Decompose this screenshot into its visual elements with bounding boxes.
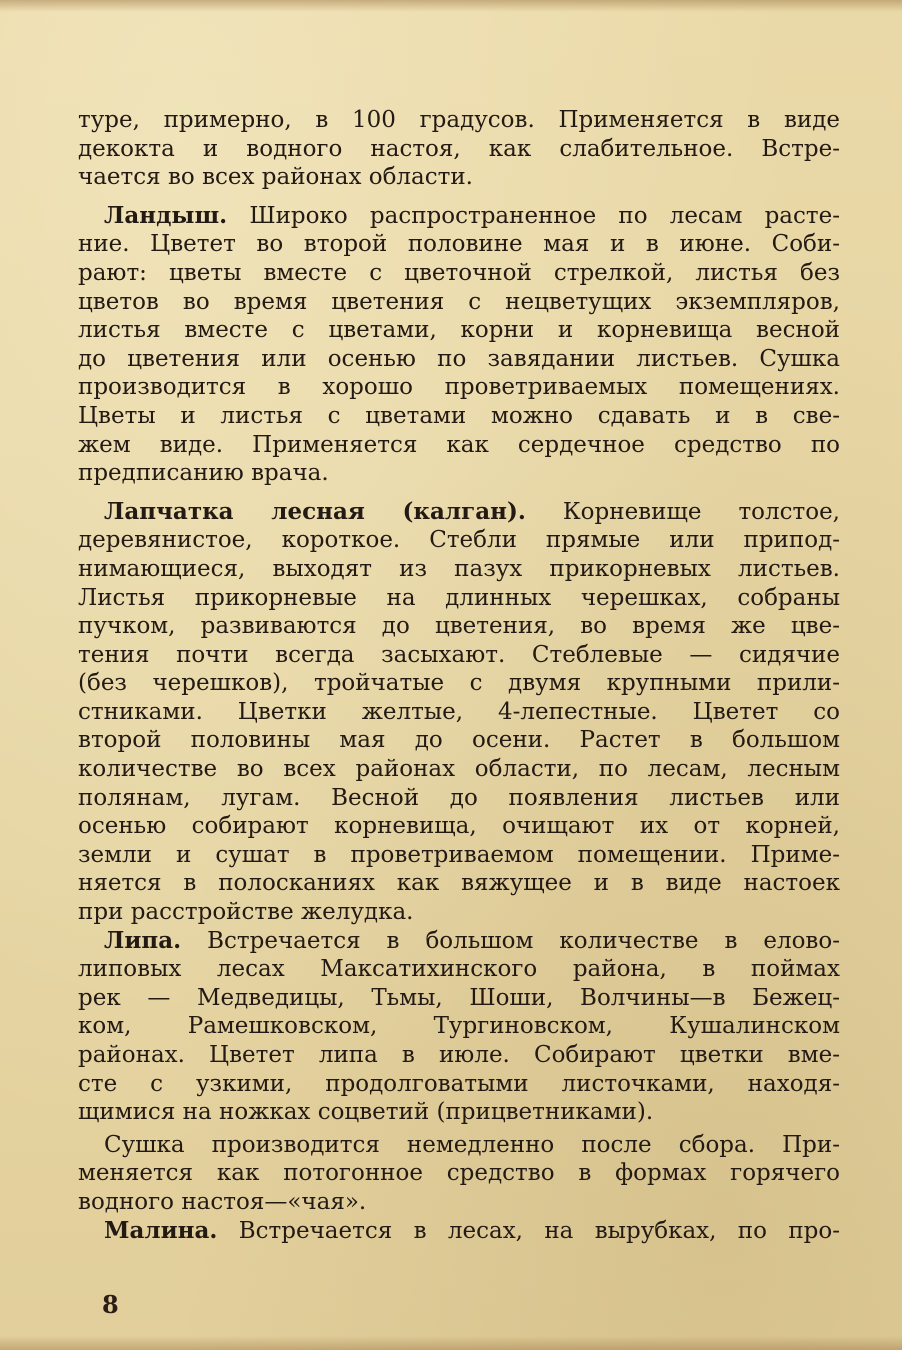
text-line: Липа. Встречается в большом количестве в елово-: [104, 926, 840, 954]
text-line: цветов во время цветения с нецветущих экземпляров,: [78, 288, 840, 315]
headword: Ландыш.: [104, 201, 228, 229]
text-line: деревянистое, короткое. Стебли прямые или припод-: [78, 527, 840, 554]
text-line: пучком, развиваются до цветения, во время же цве-: [78, 613, 840, 640]
text-line: земли и сушат в проветриваемом помещении. Приме-: [78, 841, 840, 868]
text-line: осенью собирают корневища, очищают их от корней,: [78, 813, 840, 840]
text-line: липовых лесах Максатихинского района, в поймах: [78, 956, 840, 983]
text-line: меняется как потогонное средство в формах горячего: [78, 1160, 840, 1187]
text-line: жем виде. Применяется как сердечное средство по: [78, 431, 840, 458]
paragraph-continuation: [78, 106, 840, 192]
headword: Лапчатка лесная (калган).: [104, 497, 526, 525]
text-line: Ландыш. Широко распространенное по лесам расте-: [104, 201, 840, 229]
text-line: рают: цветы вместе с цветочной стрелкой, листья без: [78, 259, 840, 286]
text-line: сте с узкими, продолговатыми листочками, находя-: [78, 1070, 840, 1097]
headword: Малина.: [104, 1216, 218, 1244]
text-line: водного настоя—«чая».: [78, 1188, 367, 1215]
text-line: Лапчатка лесная (калган). Корневище толстое,: [104, 497, 840, 525]
text-line: листья вместе с цветами, корни и корневища весной: [78, 317, 840, 344]
text-line: полянам, лугам. Весной до появления листьев или: [78, 784, 840, 811]
page-text: [78, 106, 840, 1245]
text-line: стниками. Цветки желтые, 4-лепестные. Цветет со: [78, 698, 840, 725]
text-line: (без черешков), тройчатые с двумя крупными прили-: [78, 670, 840, 697]
text-line: ние. Цветет во второй половине мая и в июне. Соби-: [78, 231, 840, 258]
text-line: Цветы и листья с цветами можно сдавать и в све-: [78, 402, 840, 429]
text-line: тения почти всегда засыхают. Стеблевые — сидячие: [78, 641, 840, 668]
headword: Липа.: [104, 926, 182, 954]
text-line: Сушка производится немедленно после сбора. При-: [104, 1131, 840, 1158]
text-line: туре, примерно, в 100 градусов. Применяется в виде: [78, 107, 840, 133]
text-line: районах. Цветет липа в июле. Собирают цветки вме-: [78, 1042, 840, 1068]
text-line: ком, Рамешковском, Тургиновском, Кушалинском: [78, 1013, 840, 1040]
text-line: предписанию врача.: [78, 460, 329, 487]
text-line: нимающиеся, выходят из пазух прикорневых листьев.: [78, 555, 840, 582]
text-line: количестве во всех районах области, по лесам, лесным: [78, 756, 840, 783]
page-number: 8: [102, 1290, 119, 1319]
text-line: второй половины мая до осени. Растет в большом: [78, 727, 840, 754]
text-line: няется в полосканиях как вяжущее и в виде настоек: [78, 870, 840, 897]
paragraph-sushka: [78, 1131, 840, 1217]
text-line: декокта и водного настоя, как слабительное. Встре-: [78, 135, 840, 162]
text-line: при расстройстве желудка.: [78, 899, 414, 926]
text-line: щимися на ножках соцветий (прицветниками).: [78, 1099, 654, 1126]
paragraph-landysh: [78, 202, 840, 488]
text-line: рек — Медведицы, Тьмы, Шоши, Волчины—в Бежец-: [78, 984, 840, 1011]
text-line: производится в хорошо проветриваемых помещениях.: [78, 374, 840, 401]
text-line: до цветения или осенью по завядании листьев. Сушка: [78, 345, 840, 372]
paragraph-malina: [78, 1217, 840, 1246]
paragraph-lapchatka: [78, 498, 840, 927]
text-line: чается во всех районах области.: [78, 164, 473, 191]
paragraph-lipa: [78, 927, 840, 1127]
text-line: Листья прикорневые на длинных черешках, собраны: [78, 584, 840, 611]
text-line: Малина. Встречается в лесах, на вырубках, по про-: [104, 1216, 840, 1244]
